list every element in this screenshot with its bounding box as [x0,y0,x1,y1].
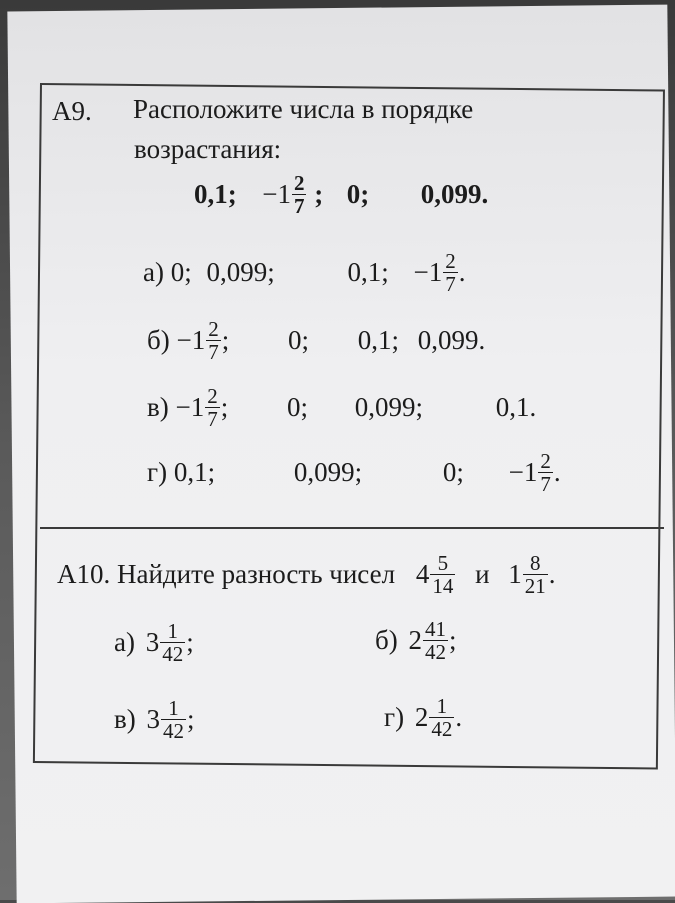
a10-option-b-label: б) [375,625,398,656]
a9-option-v-label: в) [147,392,169,423]
a10-option-g-label: г) [384,702,405,733]
a10-option-g: г) 2 $\frac{1}{42}$ . [384,694,463,742]
a10-option-v-label: в) [114,704,136,735]
a9-option-g-label: г) [147,457,168,488]
a10-number-1: 4 $\frac{5}{14}$ [415,551,454,599]
a10-option-b: б) 2 $\frac{41}{42}$ ; [375,617,457,665]
task-a9-question-line2: возрастания: [134,134,282,164]
task-a10-label: А10. [57,559,111,590]
a9-option-v: в) −1 $\frac{2}{7}$ ; 0; 0,099; 0,1. [147,384,537,432]
given-n4: 0,099. [420,179,489,210]
a9-option-a-label: а) [143,257,164,288]
given-n3: 0; [346,179,370,210]
task-a10-question: Найдите разность чисел [117,559,396,590]
task-a9-given-numbers: 0,1; −1 $\frac{2}{7}$ ; 0; 0,099. [194,171,489,219]
a9-option-b-label: б) [147,325,170,356]
task-divider [40,527,664,529]
task-a9-question-line1: Расположите числа в порядке [133,94,474,124]
a10-number-2: 1 $\frac{8}{21}$ . [508,551,556,599]
a9-option-a: а) 0; 0,099; 0,1; −1 $\frac{2}{7}$ . [143,249,466,297]
task-a10: А10. Найдите разность чисел 4 $\frac{5}{14}$ и 1 $\frac{8}{21}$ . [57,551,556,599]
task-a9-label: А9. [52,96,92,126]
a10-option-v: в) 3 $\frac{1}{42}$ ; [114,696,195,744]
a10-option-a: а) 3 $\frac{1}{42}$ ; [114,619,194,667]
a9-option-g: г) 0,1; 0,099; 0; −1 $\frac{2}{7}$ . [147,449,561,497]
a10-option-a-label: а) [114,627,135,658]
a9-option-b: б) −1 $\frac{2}{7}$ ; 0; 0,1; 0,099. [147,317,486,365]
given-n1: 0,1; [194,179,237,210]
given-n2: −1 $\frac{2}{7}$ [262,171,305,219]
